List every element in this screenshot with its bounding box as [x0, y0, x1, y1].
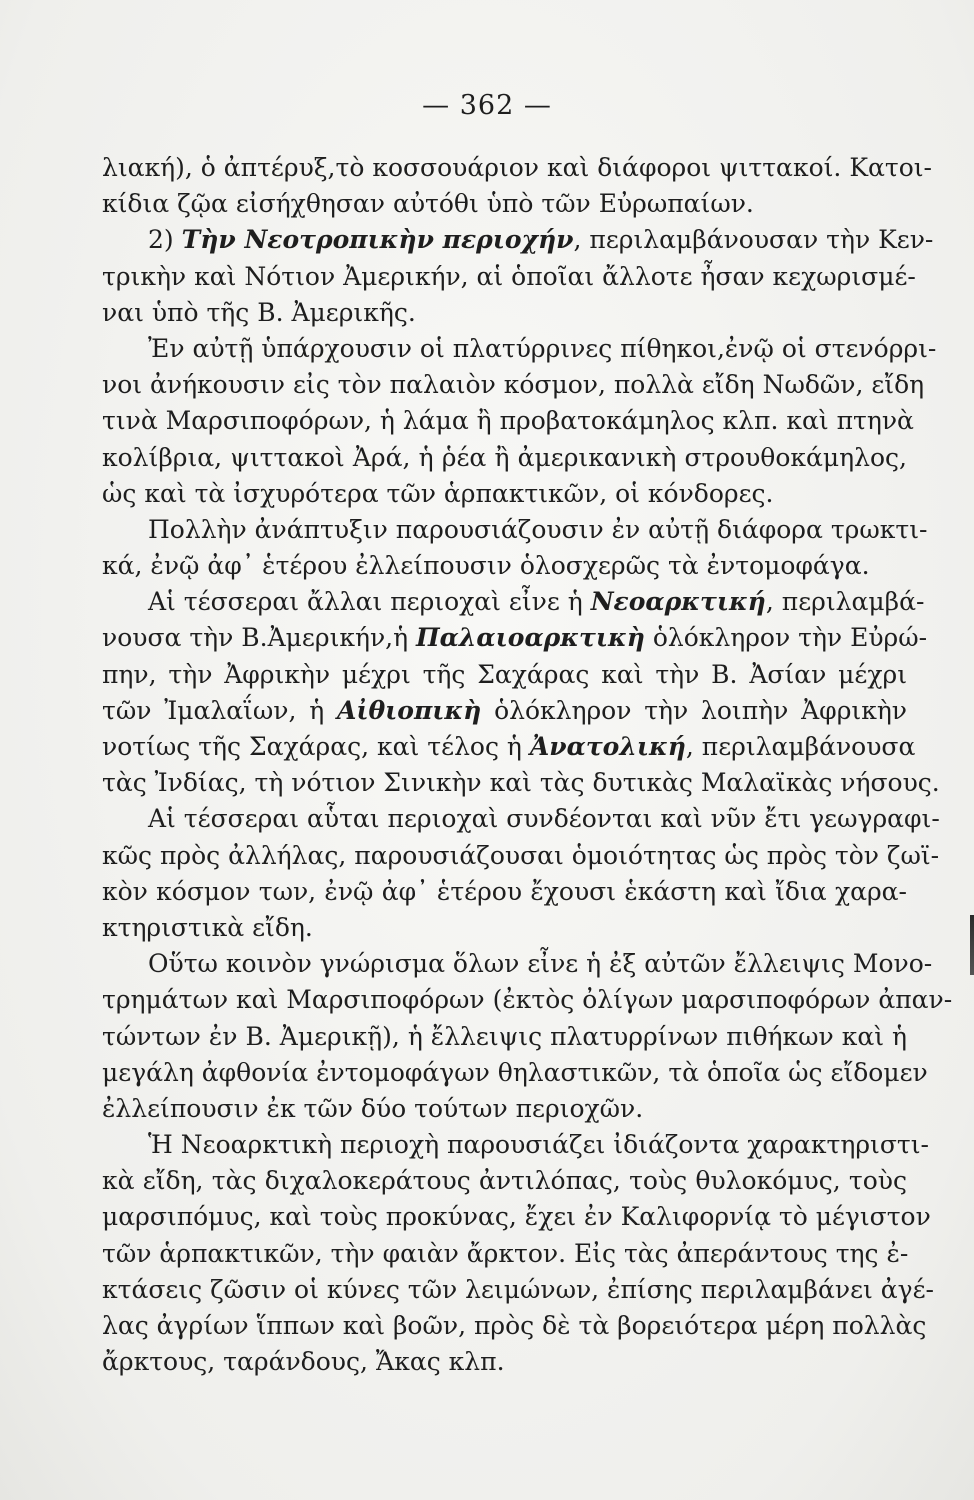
text-line	[102, 1272, 934, 1308]
line-text: ναι ὑπὸ τῆς Β. Ἀμερικῆς.	[102, 297, 416, 327]
line-text: 2)	[148, 225, 182, 255]
text-line	[102, 186, 907, 222]
text-line	[102, 584, 925, 620]
text-line	[102, 1091, 907, 1127]
line-text: Οὕτω κοινὸν γνώρισμα ὅλων εἶνε ἡ ἐξ αὐτῶν ἔλλειψις Μονο-	[148, 949, 933, 979]
text-line	[102, 1163, 907, 1199]
text-line	[102, 403, 914, 439]
emphasized-term: Ἀνατολική	[529, 732, 686, 761]
line-text: Πολλὴν ἀνάπτυξιν παρουσιάζουσιν ἐν αὐτῇ διάφορα τρωκτι-	[148, 514, 928, 544]
text-line	[102, 874, 907, 910]
line-text: κά, ἐνῷ ἀφ᾽ ἑτέρου ἐλλείπουσιν ὁλοσχερῶς τὰ ἐντομοφάγα.	[102, 551, 870, 581]
text-line	[102, 838, 940, 874]
text-line	[102, 1055, 928, 1091]
line-text: τῶν ἁρπακτικῶν, τὴν φαιὰν ἄρκτον. Εἰς τὰς ἀπεράντους της ἐ-	[102, 1238, 909, 1268]
line-text: κῶς πρὸς ἀλλήλας, παρουσιάζουσαι ὁμοιότητας ὡς πρὸς τὸν ζωϊ-	[102, 840, 940, 870]
line-text: κτάσεις ζῶσιν οἱ κύνες τῶν λειμώνων, ἐπίσης περιλαμβάνει ἀγέ-	[102, 1274, 934, 1304]
text-line	[102, 801, 940, 837]
emphasized-term: Τὴν Νεοτροπικὴν περιοχήν	[181, 225, 574, 255]
line-text: κὰ εἴδη, τὰς διχαλοκεράτους ἀντιλόπας, τοὺς θυλοκόμυς, τοὺς	[102, 1166, 907, 1196]
text-line	[102, 367, 925, 403]
line-text: ἐλλείπουσιν ἐκ τῶν δύο τούτων περιοχῶν.	[102, 1093, 644, 1123]
line-text: κίδια ζῷα εἰσήχθησαν αὐτόθι ὑπὸ τῶν Εὐρωπαίων.	[102, 189, 754, 219]
text-line	[102, 512, 928, 548]
text-line	[102, 1308, 927, 1344]
line-text: Ἡ Νεοαρκτικὴ περιοχὴ παρουσιάζει ἰδιάζοντα χαρακτηριστι-	[148, 1130, 929, 1160]
text-line	[102, 620, 928, 656]
text-line	[102, 946, 933, 982]
line-text: Αἱ τέσσεραι ἄλλαι περιοχαὶ εἶνε ἡ	[148, 587, 591, 617]
text-line	[102, 150, 933, 186]
text-line	[102, 222, 934, 258]
line-text: τρημάτων καὶ Μαρσιποφόρων (ἐκτὸς ὀλίγων μαρσιποφόρων ἀπαν-	[102, 985, 953, 1015]
text-line	[102, 1019, 907, 1055]
body-text	[102, 150, 953, 1380]
text-line	[102, 765, 940, 801]
line-text: ὡς καὶ τὰ ἰσχυρότερα τῶν ἁρπακτικῶν, οἱ κόνδορες.	[102, 478, 774, 508]
line-text: κὸν κόσμον των, ἐνῷ ἀφ᾽ ἑτέρου ἔχουσι ἑκάστη καὶ ἴδια χαρα-	[102, 876, 907, 906]
line-text: κτηριστικὰ εἴδη.	[102, 912, 313, 942]
text-line	[102, 259, 916, 295]
text-line	[102, 1199, 931, 1235]
line-text-after: , περιλαμβά-	[765, 587, 925, 617]
line-text: πην, τὴν Ἀφρικὴν μέχρι τῆς Σαχάρας καὶ τὴν Β. Ἀσίαν μέχρι	[102, 659, 907, 689]
text-line	[102, 295, 907, 331]
text-line	[102, 657, 907, 693]
line-text-after: ὁλόκληρον τὴν Εὐρώ-	[644, 623, 928, 653]
emphasized-term: Νεοαρκτική	[590, 587, 766, 617]
page-number: — 362 —	[422, 90, 552, 121]
line-text: νοτίως τῆς Σαχάρας, καὶ τέλος ἡ	[102, 732, 530, 761]
line-text: μεγάλη ἀφθονία ἐντομοφάγων θηλαστικῶν, τὰ ὁποῖα ὡς εἴδομεν	[102, 1057, 928, 1087]
text-line	[102, 476, 907, 512]
text-line	[102, 982, 953, 1018]
line-text: τώντων ἐν Β. Ἀμερικῇ), ἡ ἔλλειψις πλατυρρίνων πιθήκων καὶ ἡ	[102, 1021, 907, 1051]
text-line	[102, 1344, 907, 1380]
text-line	[102, 693, 907, 729]
line-text: λας ἀγρίων ἵππων καὶ βοῶν, πρὸς δὲ τὰ βορειότερα μέρη πολλὰς	[102, 1311, 927, 1340]
text-line	[102, 1127, 929, 1163]
line-text: τῶν Ἰμαλαΐων, ἡ	[102, 695, 338, 725]
line-text: ἄρκτους, ταράνδους, Ἄκας κλπ.	[102, 1347, 505, 1377]
line-text: τρικὴν καὶ Νότιον Ἀμερικήν, αἱ ὁποῖαι ἄλλοτε ἦσαν κεχωρισμέ-	[102, 261, 916, 291]
text-line	[102, 1236, 907, 1272]
line-text: μαρσιπόμυς, καὶ τοὺς προκύνας, ἔχει ἐν Καλιφορνίᾳ τὸ μέγιστον	[102, 1202, 931, 1232]
text-line	[102, 548, 907, 584]
line-text: τινὰ Μαρσιποφόρων, ἡ λάμα ἢ προβατοκάμηλος κλπ. καὶ πτηνὰ	[102, 406, 914, 436]
line-text-after: , περιλαμβάνουσα	[685, 732, 916, 761]
emphasized-term: Αἰθιοπικὴ	[337, 695, 482, 725]
line-text-after: ὁλόκληρον τὴν λοιπὴν Ἀφρικὴν	[481, 695, 907, 725]
text-line	[102, 440, 907, 476]
text-line	[102, 910, 907, 946]
line-text: Ἐν αὐτῇ ὑπάρχουσιν οἱ πλατύρρινες πίθηκοι,ἐνῷ οἱ στενόρρι-	[148, 333, 937, 363]
line-text: τὰς Ἰνδίας, τὴ νότιον Σινικὴν καὶ τὰς δυτικὰς Μαλαϊκὰς νήσους.	[102, 768, 940, 798]
line-text-after: , περιλαμβάνουσαν τὴν Κεν-	[573, 225, 934, 255]
text-line	[102, 331, 937, 367]
line-text: νουσα τὴν Β.Ἀμερικήν,ἡ	[102, 623, 417, 653]
line-text: λιακή), ὁ ἀπτέρυξ,τὸ κοσσουάριον καὶ διάφοροι ψιττακοί. Κατοι-	[102, 153, 933, 182]
line-text: Αἱ τέσσεραι αὗται περιοχαὶ συνδέονται καὶ νῦν ἔτι γεωγραφι-	[148, 804, 940, 834]
text-line	[102, 729, 916, 765]
line-text: νοι ἀνήκουσιν εἰς τὸν παλαιὸν κόσμον, πολλὰ εἴδη Νωδῶν, εἴδη	[102, 370, 925, 400]
line-text: κολίβρια, ψιττακοὶ Ἀρά, ἡ ῥέα ἢ ἀμερικανικὴ στρουθοκάμηλος,	[102, 442, 907, 472]
emphasized-term: Παλαιοαρκτικὴ	[416, 623, 645, 653]
page-edge-mark	[970, 915, 974, 975]
